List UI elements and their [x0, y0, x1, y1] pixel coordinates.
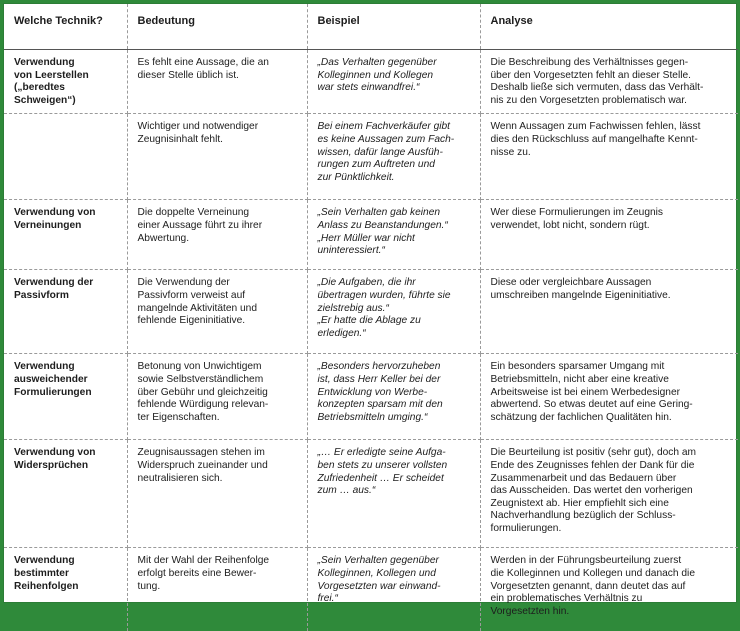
cell-text-line: „Er hatte die Ablage zu — [317, 315, 421, 327]
cell-text-line: nisse zu. — [490, 146, 531, 158]
cell-text-line: Vorgesetzten genannt, dann deutet das auf — [490, 580, 686, 592]
cell-text-line: Widersprüchen — [14, 459, 89, 471]
cell-text-line: Die doppelte Verneinung — [137, 207, 250, 219]
cell-text-line: Reihenfolgen — [14, 580, 79, 592]
cell-text-line: Es fehlt eine Aussage, die an — [137, 57, 269, 68]
cell-text-line: „Sein Verhalten gegenüber — [317, 555, 439, 567]
cell-text-line: Deshalb ließe sich vermuten, dass das Verhält- — [490, 82, 704, 94]
cell-technik — [4, 200, 127, 270]
cell-text-line: Arbeitsweise ist bei einem Werbedesigner — [490, 386, 681, 398]
cell-beispiel — [307, 548, 480, 631]
cell-beispiel — [307, 440, 480, 548]
cell-text-line: Passivform — [14, 289, 69, 301]
cell-text-line: Wer diese Formulierungen im Zeugnis — [490, 207, 664, 219]
cell-text-line: rungen zum Auftreten und — [317, 159, 435, 171]
cell-text-line: Wichtiger und notwendiger — [137, 121, 259, 133]
table-row — [4, 270, 738, 354]
cell-text-line: dieser Stelle üblich ist. — [137, 69, 239, 81]
cell-text-line: abwertend. So etwas deutet auf eine Gering- — [490, 399, 693, 411]
cell-analyse — [480, 354, 738, 440]
cell-text-line: schätzung der fachlichen Qualitäten hin. — [490, 411, 672, 423]
cell-text-line: ein problematisches Verhältnis zu — [490, 593, 643, 605]
cell-text-line: war stets einwandfrei.“ — [317, 82, 420, 94]
cell-text-line: bestimmter — [14, 567, 69, 579]
cell-text-line: Verwendung von — [14, 207, 96, 219]
cell-text-line: Die Beurteilung ist positiv (sehr gut), doch am — [490, 447, 697, 459]
cell-technik — [4, 114, 127, 200]
cell-bedeutung — [127, 50, 307, 114]
cell-text-line: frei.“ — [317, 593, 338, 605]
cell-text-line: Ein besonders sparsamer Umgang mit — [490, 361, 665, 373]
cell-text-line: Abwertung. — [137, 232, 190, 244]
cell-text-line: Vorgesetzten hin. — [490, 605, 570, 617]
cell-analyse — [480, 50, 738, 114]
cell-text-line: neutralisieren sich. — [137, 472, 223, 484]
cell-beispiel — [307, 200, 480, 270]
cell-text-line: über den Vorgesetzten fehlt an dieser Stelle. — [490, 69, 691, 81]
cell-text-line: Verwendung — [14, 555, 75, 567]
cell-bedeutung — [127, 270, 307, 354]
zeugnis-techniken-table-frame — [3, 3, 737, 617]
cell-text-line: ter Eigenschaften. — [137, 411, 220, 423]
header-row — [4, 4, 738, 50]
cell-text-line: Betriebsmitteln umging.“ — [317, 411, 428, 423]
cell-text-line: Die Verwendung der — [137, 277, 230, 289]
cell-text-line: („beredtes — [14, 82, 65, 94]
cell-text-line: Vorgesetzten war einwand- — [317, 580, 441, 592]
cell-text-line: von Leerstellen — [14, 69, 89, 81]
cell-text-line: zielstrebig aus.“ — [317, 302, 389, 314]
cell-text-line: Passivform verweist auf — [137, 289, 246, 301]
cell-text-line: dies den Rückschluss auf mangelhafte Kennt- — [490, 133, 698, 145]
cell-text-line: Zeugnisinhalt fehlt. — [137, 133, 224, 145]
cell-text-line: Ende des Zeugnisses fehlen der Dank für die — [490, 459, 695, 471]
cell-text-line: Zusammenarbeit und das Bedauern über — [490, 472, 677, 484]
cell-analyse — [480, 114, 738, 200]
table-row — [4, 50, 738, 114]
cell-text-line: Verwendung der — [14, 277, 94, 289]
cell-text-line: zur Pünktlichkeit. — [317, 171, 395, 183]
cell-text-line: Betriebsmitteln, nicht aber eine kreative — [490, 373, 669, 385]
table-row — [4, 354, 738, 440]
cell-bedeutung — [127, 548, 307, 631]
cell-text-line: es keine Aussagen zum Fach- — [317, 133, 455, 145]
cell-text-line: konzepten sparsam mit den — [317, 399, 443, 411]
cell-text-line: tung. — [137, 580, 161, 592]
cell-bedeutung — [127, 440, 307, 548]
cell-text-line: Anlass zu Beanstandungen.“ — [317, 219, 448, 231]
cell-text-line: „Sein Verhalten gab keinen — [317, 207, 441, 219]
cell-text-line: verwendet, lobt nicht, sondern rügt. — [490, 219, 650, 231]
header-technik: Welche Technik? — [4, 4, 127, 50]
cell-text-line: zum … aus.“ — [317, 485, 376, 497]
cell-beispiel — [307, 270, 480, 354]
table-row — [4, 114, 738, 200]
cell-analyse — [480, 200, 738, 270]
cell-text-line: ausweichender — [14, 373, 88, 385]
cell-text-line: ben stets zu unserer vollsten — [317, 459, 448, 471]
cell-text-line: uninteressiert.“ — [317, 245, 385, 257]
zeugnis-techniken-table — [4, 4, 738, 631]
cell-beispiel — [307, 50, 480, 114]
cell-analyse — [480, 270, 738, 354]
cell-text-line: Zeugnisaussagen stehen im — [137, 447, 265, 459]
cell-technik — [4, 440, 127, 548]
cell-beispiel — [307, 354, 480, 440]
cell-analyse — [480, 548, 738, 631]
cell-text-line: Mit der Wahl der Reihenfolge — [137, 555, 270, 567]
cell-text-line: Zeugnistext ab. Hier empfiehlt sich eine — [490, 497, 669, 509]
cell-text-line: über Gebühr und gleichzeitig — [137, 386, 268, 398]
cell-text-line: Zufriedenheit … Er scheidet — [317, 472, 444, 484]
table-row — [4, 440, 738, 548]
table-row — [4, 548, 738, 631]
cell-bedeutung — [127, 114, 307, 200]
cell-text-line: „Besonders hervorzuheben — [317, 361, 441, 373]
cell-technik — [4, 548, 127, 631]
cell-text-line: Verwendung — [14, 57, 75, 68]
cell-text-line: einer Aussage führt zu ihrer — [137, 219, 263, 231]
cell-text-line: „Das Verhalten gegenüber — [317, 57, 437, 68]
cell-text-line: „Herr Müller war nicht — [317, 232, 415, 244]
cell-text-line: Kolleginnen und Kollegen — [317, 69, 434, 81]
cell-text-line: Bei einem Fachverkäufer gibt — [317, 121, 451, 133]
cell-text-line: umschreiben mangelnde Eigeninitiative. — [490, 289, 671, 301]
cell-analyse — [480, 440, 738, 548]
cell-text-line: übertragen wurden, führte sie — [317, 289, 451, 301]
cell-text-line: Verwendung von — [14, 447, 96, 459]
header-analyse: Analyse — [480, 4, 738, 50]
cell-technik — [4, 270, 127, 354]
cell-text-line: „Die Aufgaben, die ihr — [317, 277, 416, 289]
cell-text-line: Verwendung — [14, 361, 75, 373]
cell-text-line: „… Er erledigte seine Aufga- — [317, 447, 446, 459]
cell-text-line: nis zu den Vorgesetzten problematisch war. — [490, 94, 688, 106]
cell-text-line: formulierungen. — [490, 522, 562, 534]
cell-text-line: Widerspruch zueinander und — [137, 459, 268, 471]
cell-text-line: fehlende Eigeninitiative. — [137, 315, 246, 327]
cell-text-line: mangelnde Aktivitäten und — [137, 302, 258, 314]
cell-text-line: das Ausscheiden. Das wertet den vorherigen — [490, 485, 693, 497]
cell-text-line: wissen, dafür lange Ausfüh- — [317, 146, 443, 158]
cell-text-line: Diese oder vergleichbare Aussagen — [490, 277, 652, 289]
cell-text-line: Betonung von Unwichtigem — [137, 361, 262, 373]
cell-text-line: Nachverhandlung bezüglich der Schluss- — [490, 510, 676, 522]
header-bedeutung: Bedeutung — [127, 4, 307, 50]
cell-text-line: ist, dass Herr Keller bei der — [317, 373, 441, 385]
cell-text-line: sowie Selbstverständlichem — [137, 373, 264, 385]
table-row — [4, 200, 738, 270]
cell-technik — [4, 354, 127, 440]
cell-text-line: Verneinungen — [14, 219, 82, 231]
cell-bedeutung — [127, 200, 307, 270]
cell-text-line: Entwicklung von Werbe- — [317, 386, 428, 398]
cell-text-line: Wenn Aussagen zum Fachwissen fehlen, lässt — [490, 121, 701, 133]
cell-text-line: Schweigen“) — [14, 94, 76, 106]
cell-text-line: fehlende Würdigung relevan- — [137, 399, 269, 411]
cell-technik — [4, 50, 127, 114]
cell-bedeutung — [127, 354, 307, 440]
cell-text-line: Kolleginnen, Kollegen und — [317, 567, 436, 579]
header-beispiel: Beispiel — [307, 4, 480, 50]
cell-text-line: Werden in der Führungsbeurteilung zuerst — [490, 555, 682, 567]
cell-beispiel — [307, 114, 480, 200]
cell-text-line: die Kolleginnen und Kollegen und danach die — [490, 567, 695, 579]
cell-text-line: erfolgt bereits eine Bewer- — [137, 567, 257, 579]
cell-text-line: Die Beschreibung des Verhältnisses gegen- — [490, 57, 689, 68]
cell-text-line: erledigen.“ — [317, 327, 366, 339]
cell-text-line: Formulierungen — [14, 386, 92, 398]
